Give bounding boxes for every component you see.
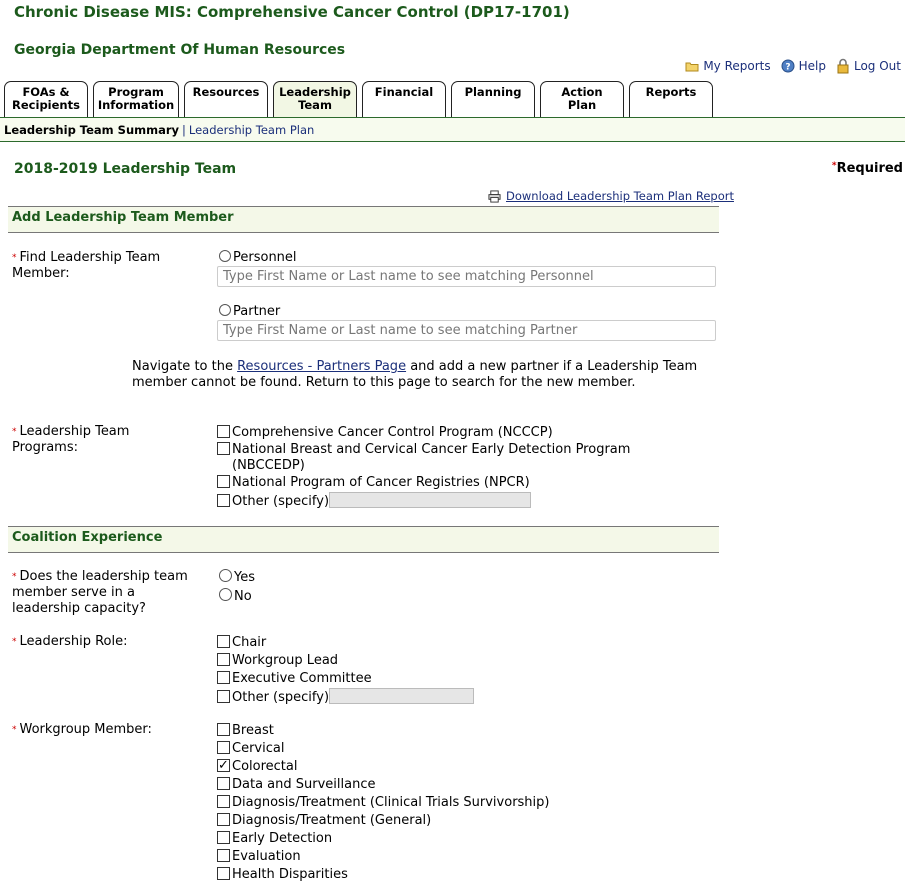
tab-label: Plan	[567, 98, 597, 112]
section-add-member: Add Leadership Team Member	[8, 206, 719, 233]
program-npcr-label: National Program of Cancer Registries (NPCR)	[232, 475, 530, 490]
program-other[interactable]	[217, 492, 531, 511]
role-chair-label: Chair	[232, 635, 267, 650]
required-star: *	[12, 637, 17, 647]
find-member-label-line2: Member:	[12, 266, 70, 281]
tab-label: Leadership	[279, 85, 351, 99]
role-other-specify-input[interactable]	[329, 688, 474, 704]
workgroup-cervical[interactable]	[217, 740, 284, 758]
workgroup-early-detection[interactable]	[217, 830, 332, 848]
workgroup-evaluation-label: Evaluation	[232, 849, 301, 864]
tab-foas-recipients[interactable]	[4, 81, 88, 117]
tab-label: Planning	[464, 85, 522, 99]
workgroup-breast-label: Breast	[232, 723, 274, 738]
workgroup-member-label	[12, 722, 152, 738]
subnav-separator: |	[182, 123, 186, 137]
workgroup-early-checkbox[interactable]	[217, 831, 230, 844]
tab-program-information[interactable]	[93, 81, 179, 117]
programs-label-line1: Leadership Team	[19, 424, 130, 439]
find-member-label-line1: Find Leadership Team	[19, 250, 161, 265]
personnel-radio[interactable]	[219, 250, 231, 262]
workgroup-dx-clinical-checkbox[interactable]	[217, 795, 230, 808]
program-nbccedp-checkbox[interactable]	[217, 442, 230, 455]
tab-label: Program	[108, 85, 164, 99]
subnav-leadership-team-plan-link[interactable]: Leadership Team Plan	[188, 123, 315, 137]
required-star: *	[831, 161, 837, 171]
resources-partners-link[interactable]: Resources - Partners Page	[237, 359, 407, 374]
workgroup-breast[interactable]	[217, 722, 274, 740]
workgroup-dx-clinical-label: Diagnosis/Treatment (Clinical Trials Survivorship)	[232, 795, 550, 810]
main-tabs	[4, 81, 713, 117]
workgroup-disparities-checkbox[interactable]	[217, 867, 230, 880]
tab-financial[interactable]	[362, 81, 446, 117]
role-executive-committee[interactable]	[217, 670, 372, 688]
utility-links	[685, 58, 901, 74]
download-report	[488, 189, 734, 203]
workgroup-evaluation[interactable]	[217, 848, 301, 866]
program-ncccp-label: Comprehensive Cancer Control Program (NCCCP)	[232, 425, 553, 440]
programs-label-line2: Programs:	[12, 440, 79, 455]
partner-label: Partner	[233, 304, 281, 319]
workgroup-cervical-checkbox[interactable]	[217, 741, 230, 754]
workgroup-data-surveillance[interactable]	[217, 776, 375, 794]
tab-label: Financial	[374, 85, 434, 99]
required-star: *	[12, 725, 17, 735]
workgroup-dx-general-label: Diagnosis/Treatment (General)	[232, 813, 432, 828]
serve-yes-radio[interactable]	[219, 569, 232, 582]
serve-no-option[interactable]	[219, 588, 252, 606]
serve-label-line2: member serve in a	[12, 585, 135, 600]
tab-label: FOAs &	[22, 85, 70, 99]
app-title: Chronic Disease MIS: Comprehensive Cancer Control (DP17-1701)	[14, 3, 570, 21]
organization-title: Georgia Department Of Human Resources	[14, 42, 346, 58]
required-label: Required	[836, 161, 903, 176]
printer-icon	[488, 190, 501, 203]
program-nbccedp-label-line2: (NBCCEDP)	[232, 458, 305, 473]
logout-link[interactable]	[836, 58, 901, 74]
sub-navigation	[0, 118, 905, 142]
serve-no-radio[interactable]	[219, 588, 232, 601]
tab-label: Reports	[645, 85, 697, 99]
program-npcr-checkbox[interactable]	[217, 475, 230, 488]
tab-leadership-team[interactable]	[273, 81, 357, 117]
program-npcr[interactable]	[217, 474, 530, 492]
folder-icon	[685, 59, 699, 73]
workgroup-early-label: Early Detection	[232, 831, 333, 846]
role-other-checkbox[interactable]	[217, 690, 230, 703]
workgroup-breast-checkbox[interactable]	[217, 723, 230, 736]
workgroup-cervical-label: Cervical	[232, 741, 285, 756]
help-icon	[781, 59, 795, 73]
required-star: *	[12, 572, 17, 582]
role-other[interactable]	[217, 688, 474, 707]
personnel-option[interactable]	[219, 249, 297, 267]
workgroup-dx-general-checkbox[interactable]	[217, 813, 230, 826]
workgroup-disparities-label: Health Disparities	[232, 867, 348, 882]
logout-label: Log Out	[853, 59, 901, 73]
workgroup-dx-clinical[interactable]	[217, 794, 549, 812]
leadership-role-label	[12, 634, 127, 650]
navigate-instruction	[132, 359, 717, 391]
role-executive-checkbox[interactable]	[217, 671, 230, 684]
help-link[interactable]	[781, 59, 826, 73]
role-chair[interactable]	[217, 634, 266, 652]
workgroup-health-disparities[interactable]	[217, 866, 348, 884]
role-workgroup-lead[interactable]	[217, 652, 338, 670]
serve-no-label: No	[234, 589, 252, 604]
tab-label: Recipients	[12, 98, 80, 112]
tab-label: Action	[561, 85, 603, 99]
program-nbccedp-label: National Breast and Cervical Cancer Early Detection Program	[232, 442, 631, 457]
workgroup-colorectal-checkbox[interactable]	[217, 759, 230, 772]
workgroup-member-label-text: Workgroup Member:	[19, 722, 152, 737]
program-ncccp[interactable]	[217, 424, 553, 442]
subnav-current: Leadership Team Summary	[4, 123, 180, 137]
workgroup-evaluation-checkbox[interactable]	[217, 849, 230, 862]
program-other-label: Other (specify)	[232, 494, 330, 509]
download-report-link[interactable]: Download Leadership Team Plan Report	[506, 189, 734, 203]
serve-question-label	[12, 569, 188, 617]
partner-option[interactable]	[219, 303, 280, 321]
required-legend	[832, 161, 903, 176]
program-nbccedp[interactable]	[217, 442, 630, 474]
partner-radio[interactable]	[219, 304, 231, 316]
help-label: Help	[798, 59, 826, 73]
workgroup-dx-general[interactable]	[217, 812, 431, 830]
tab-label: Team	[298, 98, 332, 112]
partner-search-input[interactable]: Type First Name or Last name to see matching Partner	[217, 320, 716, 341]
workgroup-colorectal[interactable]	[217, 758, 297, 776]
workgroup-colorectal-label: Colorectal	[232, 759, 298, 774]
svg-text:?: ?	[785, 62, 791, 73]
find-member-label	[12, 250, 160, 282]
program-other-specify-input[interactable]	[329, 492, 531, 508]
navigate-text-before: Navigate to the	[132, 359, 238, 374]
required-star: *	[12, 253, 17, 263]
tab-label: Resources	[192, 85, 260, 99]
navigate-text-after: and add a new partner if a Leadership Team member cannot be found. Return to this page to search for the new member.	[132, 359, 698, 390]
role-workgroup-lead-checkbox[interactable]	[217, 653, 230, 666]
personnel-search-input[interactable]: Type First Name or Last name to see matching Personnel	[217, 266, 716, 287]
role-workgroup-lead-label: Workgroup Lead	[232, 653, 339, 668]
page-title: 2018-2019 Leadership Team	[14, 161, 237, 177]
program-other-checkbox[interactable]	[217, 494, 230, 507]
my-reports-link[interactable]	[685, 59, 770, 73]
workgroup-data-checkbox[interactable]	[217, 777, 230, 790]
serve-yes-option[interactable]	[219, 569, 255, 587]
personnel-label: Personnel	[233, 250, 297, 265]
tab-action-plan[interactable]	[540, 81, 624, 117]
tab-reports[interactable]	[629, 81, 713, 117]
section-coalition-experience: Coalition Experience	[8, 526, 719, 553]
program-ncccp-checkbox[interactable]	[217, 425, 230, 438]
serve-yes-label: Yes	[234, 570, 255, 585]
my-reports-label: My Reports	[703, 59, 771, 73]
leadership-role-label-text: Leadership Role:	[19, 634, 128, 649]
tab-resources[interactable]	[184, 81, 268, 117]
required-star: *	[12, 427, 17, 437]
lock-icon	[836, 58, 850, 74]
workgroup-data-label: Data and Surveillance	[232, 777, 376, 792]
role-chair-checkbox[interactable]	[217, 635, 230, 648]
serve-label-line1: Does the leadership team	[19, 569, 188, 584]
serve-label-line3: leadership capacity?	[12, 601, 146, 616]
role-other-label: Other (specify)	[232, 690, 330, 705]
role-executive-label: Executive Committee	[232, 671, 372, 686]
tab-label: Information	[97, 98, 175, 112]
programs-label	[12, 424, 129, 456]
tab-planning[interactable]	[451, 81, 535, 117]
